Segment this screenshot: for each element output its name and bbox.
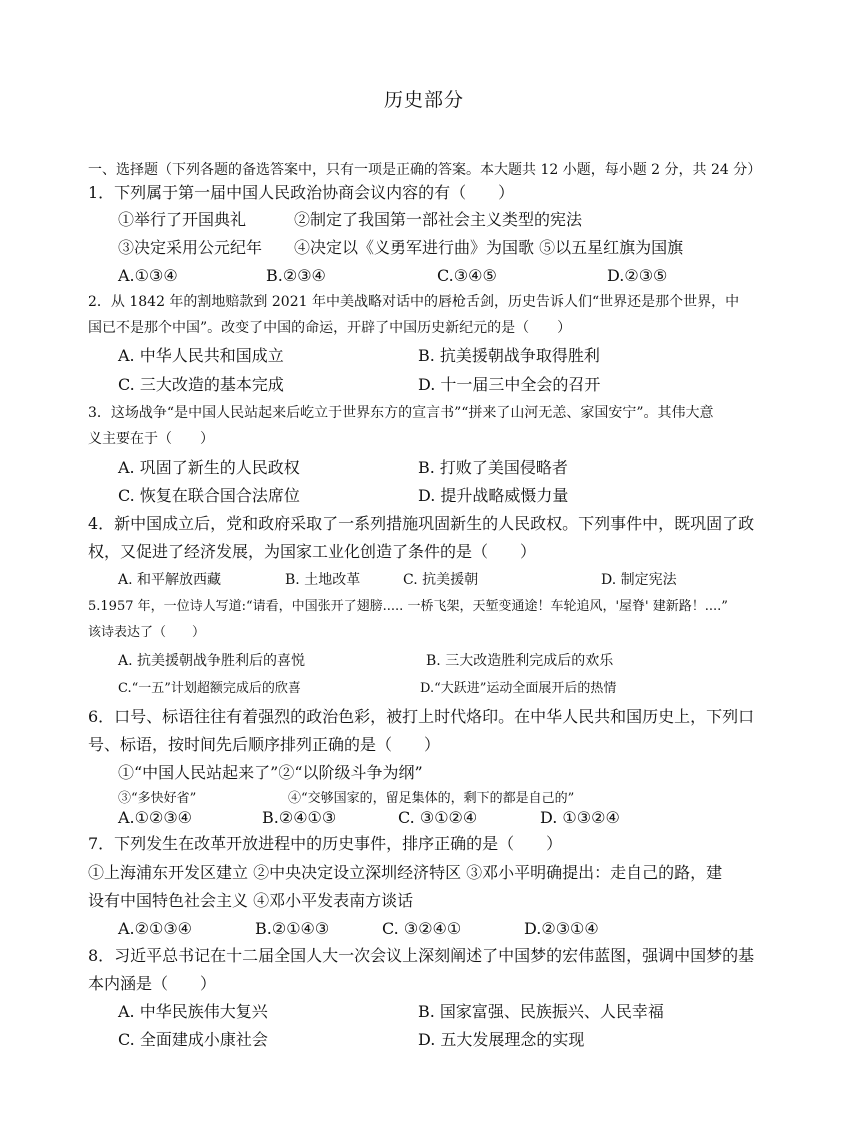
option-b: B.②③④	[266, 266, 326, 285]
statement-line: ④“交够国家的，留足集体的，剩下的都是自己的”	[288, 791, 575, 806]
question-stem: 本内涵是（ ）	[88, 974, 217, 993]
option-c: C. ③②④①	[382, 919, 462, 938]
option-c: C. 三大改造的基本完成	[118, 375, 284, 394]
option-d: D.“大跃进”运动全面展开后的热情	[420, 681, 617, 696]
option-d: D. ①③②④	[540, 808, 620, 827]
question-stem: 2．从 1842 年的割地赔款到 2021 年中美战略对话中的唇枪舌剑，历史告诉人们“世界还是那个世界，中	[88, 294, 740, 310]
question-stem: 4．新中国成立后，党和政府采取了一系列措施巩固新生的人民政权。下列事件中，既巩固了政	[88, 514, 755, 533]
statement-line: ③“多快好省”	[118, 791, 197, 806]
question-stem: 6．口号、标语往往有着强烈的政治色彩，被打上时代烙印。在中华人民共和国历史上，下列口	[88, 707, 755, 726]
option-b: B. 抗美援朝战争取得胜利	[418, 346, 600, 365]
option-b: B. 国家富强、民族振兴、人民幸福	[418, 1002, 664, 1021]
question-stem: 3．这场战争“是中国人民站起来后屹立于世界东方的宣言书”“拼来了山河无恙、家国安宁”。其伟大意	[88, 405, 714, 421]
option-a: A.②①③④	[118, 919, 193, 938]
statement-line: ①上海浦东开发区建立 ②中央决定设立深圳经济特区 ③邓小平明确提出：走自己的路，建	[88, 863, 723, 882]
option-c: C. ③①②④	[398, 808, 478, 827]
option-a: A. 中华人民共和国成立	[118, 346, 284, 365]
option-c: C.“一五”计划超额完成后的欣喜	[118, 681, 301, 696]
option-b: B. 打败了美国侵略者	[418, 458, 568, 477]
option-d: D. 十一届三中全会的召开	[418, 375, 601, 394]
question-stem: 1．下列属于第一届中国人民政治协商会议内容的有（ ）	[88, 183, 515, 202]
option-b: B.②④①③	[262, 808, 337, 827]
question-stem: 义主要在于（ ）	[88, 431, 214, 447]
question-stem: 8．习近平总书记在十二届全国人大一次会议上深刻阐述了中国梦的宏伟蓝图，强调中国梦的基	[88, 946, 755, 965]
option-a: A.①③④	[118, 266, 178, 285]
option-c: C.③④⑤	[437, 266, 497, 285]
option-b: B.②①④③	[255, 919, 330, 938]
option-c: C. 恢复在联合国合法席位	[118, 486, 300, 505]
option-b: B. 土地改革	[285, 572, 361, 588]
page-title: 历史部分	[384, 89, 465, 111]
option-d: D. 五大发展理念的实现	[418, 1030, 585, 1049]
section-header: 一、选择题（下列各题的备选答案中，只有一项是正确的答案。本大题共 12 小题，每小题 2 分，共 24 分）	[88, 162, 762, 178]
question-stem: 国已不是那个中国”。改变了中国的命运，开辟了中国历史新纪元的是（ ）	[88, 320, 572, 336]
option-a: A. 抗美援朝战争胜利后的喜悦	[118, 653, 306, 669]
option-c: C. 全面建成小康社会	[118, 1030, 268, 1049]
statement-line: ③决定采用公元纪年 ④决定以《义勇军进行曲》为国歌 ⑤以五星红旗为国旗	[118, 238, 684, 257]
question-stem: 权，又促进了经济发展，为国家工业化创造了条件的是（ ）	[88, 542, 537, 561]
option-a: A. 中华民族伟大复兴	[118, 1002, 268, 1021]
question-stem: 该诗表达了（ ）	[88, 625, 206, 640]
option-d: D.②③⑤	[607, 266, 668, 285]
statement-line: ①“中国人民站起来了”②“以阶级斗争为纲”	[118, 763, 423, 782]
option-d: D. 制定宪法	[601, 572, 677, 588]
option-a: A. 和平解放西藏	[118, 572, 222, 588]
question-stem: 7．下列发生在改革开放进程中的历史事件，排序正确的是（ ）	[88, 834, 563, 853]
option-d: D.②③①④	[524, 919, 599, 938]
question-stem: 号、标语，按时间先后顺序排列正确的是（ ）	[88, 735, 441, 754]
option-a: A. 巩固了新生的人民政权	[118, 458, 300, 477]
question-stem: 5.1957 年，一位诗人写道:“请看，中国张开了翅膀..... 一桥飞架，天堑变通途！车轮追风，'屋脊' 建新路！....”	[88, 599, 728, 614]
option-b: B. 三大改造胜利完成后的欢乐	[426, 653, 614, 669]
option-d: D. 提升战略威慑力量	[418, 486, 569, 505]
option-c: C. 抗美援朝	[403, 572, 479, 588]
option-a: A.①②③④	[118, 808, 193, 827]
statement-line: 设有中国特色社会主义 ④邓小平发表南方谈话	[88, 891, 414, 910]
statement-line: ①举行了开国典礼 ②制定了我国第一部社会主义类型的宪法	[118, 210, 583, 229]
